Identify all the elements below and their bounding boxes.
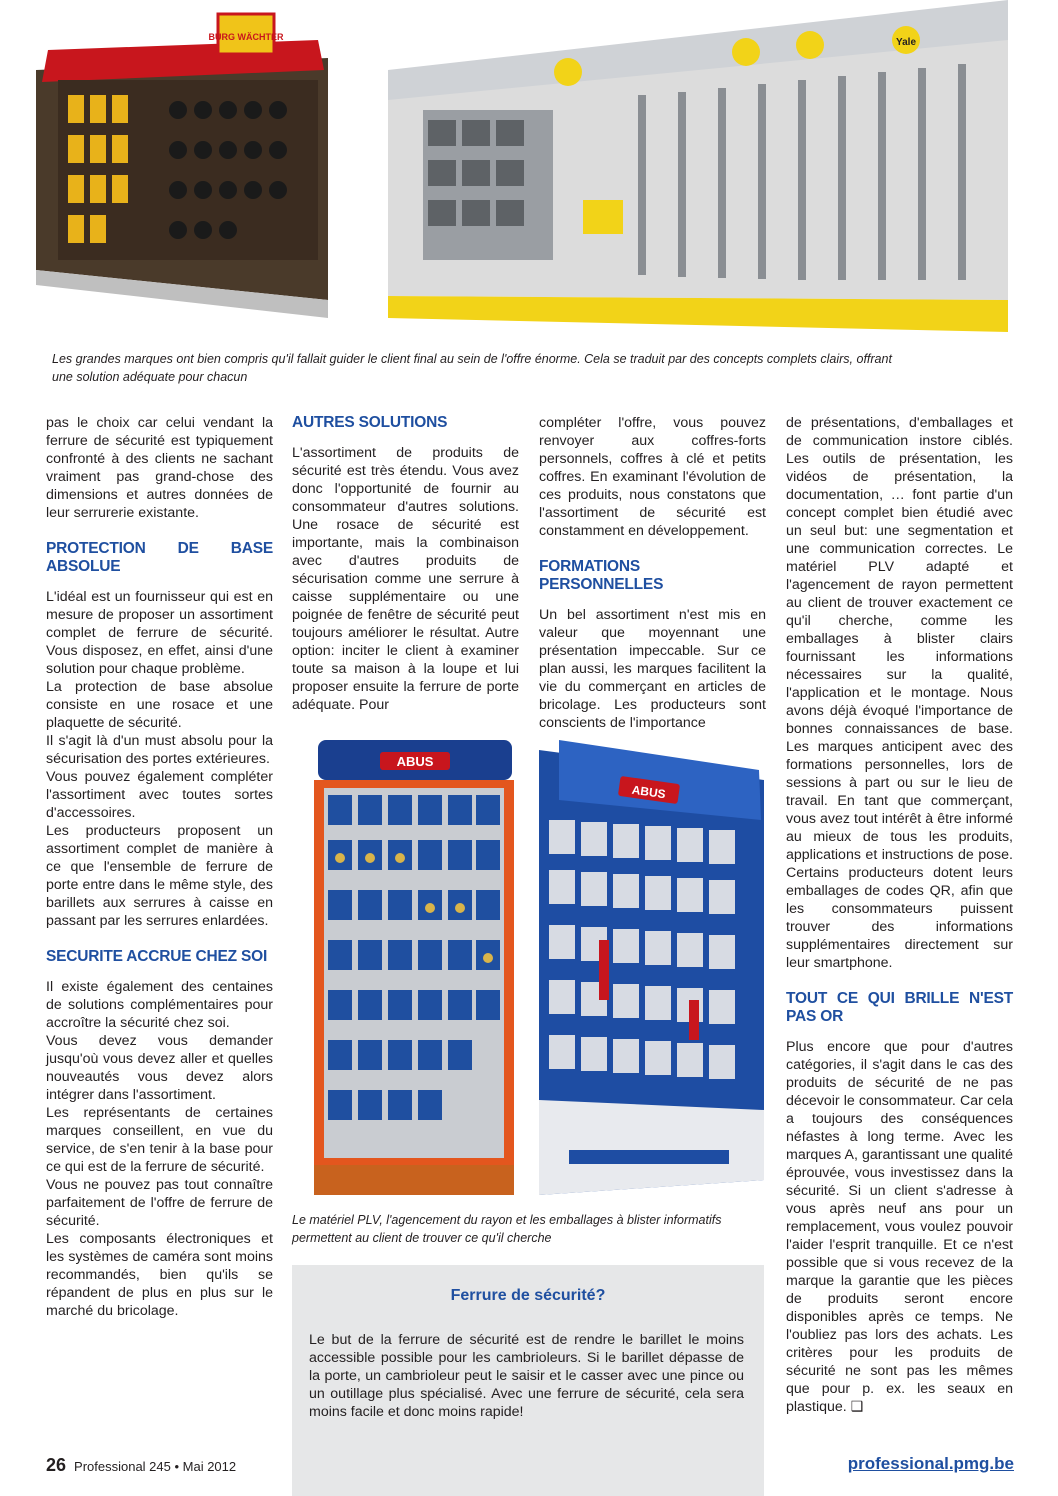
sidebar-box [292,1265,764,1496]
heading-protection-de-base: PROTECTION DE BASE ABSOLUE [46,540,273,575]
col4-paragraph: de présentations, d'emballages et de communication instore ciblés. Les outils de présentation, les vidéos de présentation, la documentation, … font partie d'un concept complet bien étudié avec un seul but: une segmentation et une communication correctes. Le matériel PLV adapté et l'agencement de rayon permettent au client de trouver exactement ce qu'il cherche, comme les emballages à blister clairs fournissant les informations nécessaires sur la qualité, l'application et le montage. Nous avons déjà évoqué l'importance de bonnes connaissances de base. Les marques anticipent avec des formations personnelles, lors de sessions à part ou sur le lieu de travail. En tant que commerçant, vous avez tout intérêt à être informé au mieux de tous les produits, applications et instructions de pose. Certains producteurs dotent leurs emballages de codes QR, afin que les consommateurs puissent trouver des informations supplémentaires directement sur leur smartphone. [786,415,1013,971]
abus-brand-label: ABUS [396,754,434,769]
column-4 [786,414,1013,1416]
top-photo [28,0,1014,344]
mid-photo-right [539,740,764,1195]
page-number: 26 [46,1455,67,1475]
store-display-illustration [28,0,1014,344]
mid-photo-caption: Le matériel PLV, l'agencement du rayon et les emballages à blister informatifs permettent au client de trouver ce qu'il cherche [292,1213,722,1245]
end-of-article-mark: ❑ [850,1399,864,1415]
top-photo-caption: Les grandes marques ont bien compris qu'il fallait guider le client final au sein de l'offre énorme. Cela se traduit par des concepts complets clairs, offrant une solution adéquate pour chacun [52,352,892,384]
col4-paragraph [786,1038,1013,1416]
col1-paragraph: Il s'agit là d'un must absolu pour la sécurisation des portes extérieures. [46,733,273,767]
column-1 [46,414,273,1320]
col1-paragraph: Vous ne pouvez pas tout connaître parfaitement de l'offre de ferrure de sécurité. [46,1177,273,1229]
abus-display-right-illustration [539,740,764,1195]
heading-securite-accrue: SECURITE ACCRUE CHEZ SOI [46,948,268,965]
col4-closing-text: Plus encore que pour d'autres catégories, il s'agit dans le cas des produits de sécurité de ne pas décevoir le consommateur. Car cela a toujours des conséquences néfastes à long terme. Avec les marques A, garantissant une qualité éprouvée, vous investissez dans la sécurité. Si un client s'adresse à vous après neuf ans pour un remplacement, vous voulez pouvoir l'aider l'esprit tranquille. Et ce n'est possible que si vous recevez de la marque la garantie que les pièces de produits seront encore disponibles après ce temps. Ne l'oubliez pas lors des achats. Les critères pour les produits de sécurité ne sont pas les mêmes que pour p. ex. les seaux en plastique. [786,1039,1013,1415]
heading-formations-personnelles: FORMATIONS PERSONNELLES [539,558,664,593]
mid-photo-left [310,740,518,1195]
issue-label: Professional 245 • Mai 2012 [74,1459,237,1474]
column-3 [539,414,766,732]
col1-paragraph: Il existe également des centaines de solutions complémentaires pour accroître la sécurité chez soi. [46,979,273,1031]
page-footer-left [46,1455,236,1476]
site-link[interactable]: professional.pmg.be [847,1454,1014,1473]
col1-paragraph: L'idéal est un fournisseur qui est en mesure de proposer un assortiment complet de ferrure de sécurité. Vous disposez, en effet, ainsi d'une solution pour chaque problème. [46,589,273,677]
brand-right-label: Yale [895,37,917,48]
sidebar-body: Le but de la ferrure de sécurité est de rendre le barillet le moins accessible possible pour les cambrioleurs. Si le barillet dépasse de la porte, un cambrioleur peut le saisir et le casser avec une pince ou un outillage plus spécialisé. Avec une ferrure de sécurité, cela sera moins facile et donc moins rapide! [309,1332,744,1420]
column-2 [292,414,519,714]
col1-paragraph: Vous devez vous demander jusqu'où vous devez aller et quelles nouveautés vous devez alors intégrer dans l'assortiment. [46,1033,273,1103]
heading-tout-ce-qui-brille: TOUT CE QUI BRILLE N'EST PAS OR [786,990,1013,1025]
col3-paragraph: compléter l'offre, vous pouvez renvoyer aux coffres-forts personnels, coffres à clé et petits coffres. En examinant l'évolution de ces produits, nous constatons que l'assortiment de sécurité est constamment en développement. [539,415,766,539]
col1-paragraph: Les producteurs proposent un assortiment complet de manière à ce que l'ensemble de ferrure de porte entre dans le même style, des barillets aux serrures à caisse en passant par les serrures enlardées. [46,823,273,929]
col1-paragraph: Les représentants de certaines marques conseillent, en vue du service, de s'en tenir à la base pour ce qui est de la ferrure de sécurité. [46,1105,273,1175]
col1-paragraph: pas le choix car celui vendant la ferrure de sécurité est typiquement confronté à des clients ne sachant vraiment pas grand-chose des dimensions et autres données de leur serrurerie existante. [46,415,273,521]
col1-paragraph: La protection de base absolue consiste en une rosace et une plaquette de sécurité. [46,679,273,731]
abus-display-left-illustration [310,740,518,1195]
brand-left-label: BURG WÄCHTER [208,32,284,42]
col1-paragraph: Les composants électroniques et les systèmes de caméra sont moins recommandés, bien qu'ils se répandent de plus en plus sur le marché du bricolage. [46,1231,273,1319]
heading-autres-solutions: AUTRES SOLUTIONS [292,414,448,431]
col2-paragraph: L'assortiment de produits de sécurité est très étendu. Vous avez donc l'opportunité de fournir au consommateur d'autres solutions. Une rosace de sécurité est importante, mais la combinaison avec d'autres produits de sécurisation comme une serrure à caisse supplémentaire ou une poignée de fenêtre de sécurité peut toujours améliorer le résultat. Autre option: inciter le client à examiner toute sa maison à la loupe et lui proposer ensuite la ferrure de porte adéquate. Pour [292,445,519,713]
col1-paragraph: Vous pouvez également compléter l'assortiment avec toutes sortes d'accessoires. [46,769,273,821]
sidebar-title: Ferrure de sécurité? [450,1287,606,1304]
col3-paragraph: Un bel assortiment n'est mis en valeur que moyennant une présentation impeccable. Sur ce plan aussi, les marques facilitent la vie du commerçant en articles de bricolage. Les producteurs sont conscients de l'importance [539,607,766,731]
abus-brand-label-right: ABUS [630,782,667,802]
